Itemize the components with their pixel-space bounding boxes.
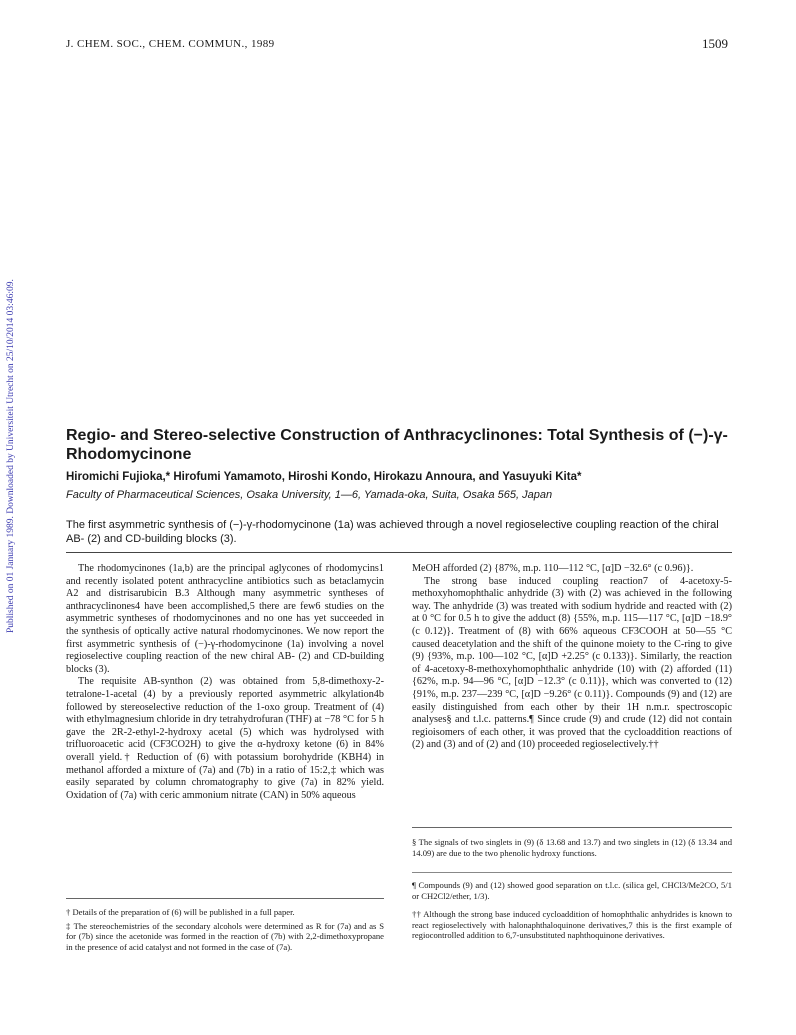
left-paragraph-1: The rhodomycinones (1a,b) are the principal aglycones of rhodomycins1 and recently isolated potent anthracycline antibiotics such as betaclamycin A2 and distrisarubicin B.3 Although many asymmetric syntheses of anthracyclinones4 have been accomplished,5 there are few6 studies on the asymmetric syntheses of rhodomycinones and no one has yet succeeded in the synthesis of optically active natural rhodomycinones. We now report the first asymmetric synthesis of (−)-γ-rhodomycinone (1a) involving a novel regioselective coupling reaction of the new chiral AB- (2) and CD-building blocks (3). — [66, 563, 384, 675]
download-watermark-text: Published on 01 January 1989. Downloaded by Universiteit Utrecht on 25/10/2014 03:46:09. — [6, 279, 16, 633]
left-footnotes — [66, 907, 384, 955]
page-number: 1509 — [702, 36, 728, 51]
left-footnote-rule — [66, 898, 384, 899]
abstract-rule — [66, 552, 732, 553]
article-abstract: The first asymmetric synthesis of (−)-γ-rhodomycinone (1a) was achieved through a novel regioselective coupling reaction of the chiral AB- (2) and CD-building blocks (3). — [66, 519, 719, 545]
right-footnote-rule — [412, 827, 732, 828]
right-footnote-rule-2 — [412, 872, 732, 873]
footnote-double-dagger: ‡ The stereochemistries of the secondary alcohols were determined as R for (7a) and as S for (7b) since the acetonide was formed in the reaction of (7b) with 2,2-dimethoxypropane in the presence of acid catalyst and not formed in the case of (7a). — [66, 920, 384, 952]
right-paragraph-1: MeOH afforded (2) {87%, m.p. 110—112 °C, [α]D −32.6° (c 0.96)}. — [412, 563, 694, 574]
footnote-dagger: † Details of the preparation of (6) will be published in a full paper. — [66, 907, 295, 917]
article-authors: Hiromichi Fujioka,* Hirofumi Yamamoto, Hiroshi Kondo, Hirokazu Annoura, and Yasuyuki Kita* — [66, 471, 582, 483]
journal-header: J. CHEM. SOC., CHEM. COMMUN., 1989 — [66, 38, 275, 50]
article-title: Regio- and Stereo-selective Construction of Anthracyclinones: Total Synthesis of (−)-γ-Rhodomycinone — [66, 427, 728, 463]
article-affiliation: Faculty of Pharmaceutical Sciences, Osaka University, 1—6, Yamada-oka, Suita, Osaka 565, Japan — [66, 489, 553, 501]
footnote-pilcrow: ¶ Compounds (9) and (12) showed good separation on t.l.c. (silica gel, CHCl3/Me2CO, 5/1 or CH2Cl2/ether, 1/3). — [412, 880, 732, 901]
download-watermark — [6, 215, 20, 635]
footnote-double-dagger-2: †† Although the strong base induced cycloaddition of homophthalic anhydrides is known to react regioselectively with halonaphthaloquinone derivatives,7 this is the first example of regiocontrolled addition to 6,7-unsubstituted naphthoquinone derivatives. — [412, 909, 732, 941]
right-column — [412, 563, 732, 752]
left-paragraph-2: The requisite AB-synthon (2) was obtained from 5,8-dimethoxy-2-tetralone-1-acetal (4) by a previously reported asymmetric alkylation4b followed by stereoselective reduction of the 1-oxo group. Treatment of (4) with ethylmagnesium chloride in dry tetrahydrofuran (THF) at −78 °C for 5 h gave the 2R-2-ethyl-2-hydroxy acetal (5) which was hydrolysed with trifluoroacetic acid (CF3CO2H) to give the α-hydroxy ketone (6) in 84% overall yield.† Reduction of (6) with potassium borohydride (KBH4) in methanol afforded a mixture of (7a) and (7b) in a ratio of 15:2,‡ which was easily separated by column chromatography to give (7a) in 82% yield. Oxidation of (7a) with ceric ammonium nitrate (CAN) in 50% aqueous — [66, 676, 384, 801]
right-paragraph-2: The strong base induced coupling reaction7 of 4-acetoxy-5-methoxyhomophthalic anhydride (3) with (2) was achieved in the following way. The anhydride (3) was treated with sodium hydride and reacted with (2) at 0 °C for 0.5 h to give the adduct (8) {55%, m.p. 115—117 °C, [α]D −18.9° (c 0.12)}. Treatment of (8) with 66% aqueous CF3COOH at 50—55 °C caused deacetylation and the shift of the quinone moiety to the C-ring to give (9) {93%, m.p. 100—102 °C, [α]D +2.25° (c 0.133)}. Similarly, the reaction of 4-acetoxy-8-methoxyhomophthalic anhydride (10) with (2) afforded (11) {62%, m.p. 94—96 °C, [α]D −12.3° (c 0.11)}, which was converted to (12) {91%, m.p. 237—239 °C, [α]D −9.26° (c 0.11)}. Compounds (9) and (12) are easily distinguished from each other by their 1H n.m.r. spectroscopic analyses§ and t.l.c. patterns.¶ Since crude (9) and crude (12) did not contain regioisomers of each other, it was proved that the cycloaddition reactions of (2) and (3) and of (2) and (10) proceeded regioselectively.†† — [412, 575, 732, 751]
footnote-section: § The signals of two singlets in (9) (δ 13.68 and 13.7) and two singlets in (12) (δ 13.34 and 14.09) are due to the two phenolic hydroxy functions. — [412, 837, 732, 858]
left-column — [66, 563, 384, 802]
